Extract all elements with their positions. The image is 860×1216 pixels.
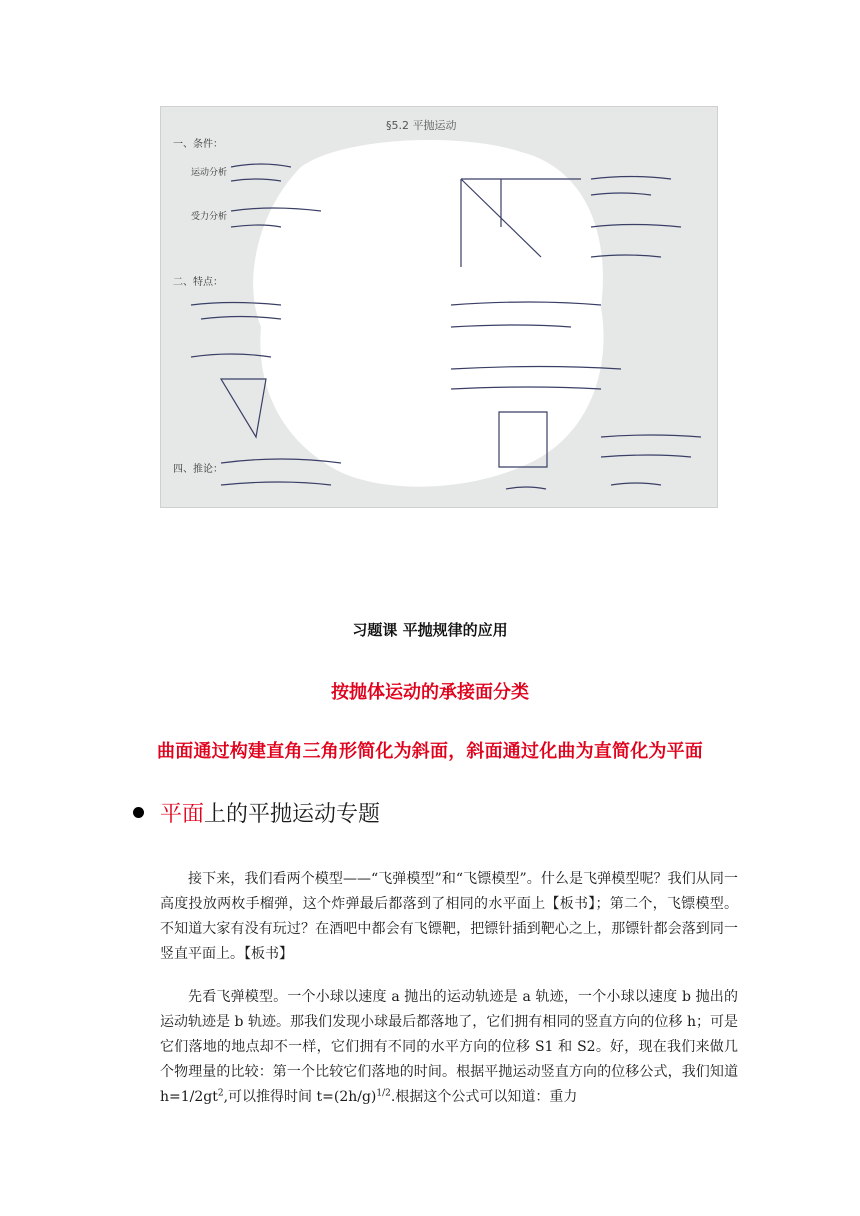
- section-highlight: 平面: [160, 802, 205, 827]
- bullet-icon: [133, 807, 144, 818]
- note-item: 运动分析: [191, 168, 228, 178]
- handwritten-title: §5.2 平抛运动: [386, 119, 457, 132]
- note-item: 一、条件：: [173, 139, 223, 150]
- paragraph-projectile-model: 先看飞弹模型。一个小球以速度 a 抛出的运动轨迹是 a 轨迹，一个小球以速度 b 抛出的运动轨迹是 b 轨迹。那我们发现小球最后都落地了，它们拥有相同的竖直方向的位移 h；可是它们落地的地点却不一样，它们拥有不同的水平方向的位移 S1 和 S2。好，现在我们来做几个物理量的比较：第一个比较它们落地的时间。根据平抛运动竖直方向的位移公式，我们知道 $h=1/2gt^2$,可以推得时间 $t=(2h/g)^{1/2}$.根据这个公式可以知道：重力: [160, 989, 738, 1105]
- lesson-title: 习题课 平抛规律的应用: [352, 621, 508, 639]
- note-item: 四、推论：: [173, 464, 223, 475]
- simplification-subheading: 曲面通过构建直角三角形简化为斜面，斜面通过化曲为直简化为平面: [157, 741, 703, 762]
- note-item: 受力分析: [191, 212, 228, 222]
- note-item: 二、特点：: [173, 277, 223, 288]
- section-heading: [133, 797, 380, 828]
- classification-heading: 按抛体运动的承接面分类: [331, 682, 529, 703]
- section-title: 上的平抛运动专题: [204, 802, 381, 827]
- paragraph-models-intro: 接下来，我们看两个模型——“飞弹模型”和“飞镖模型”。什么是飞弹模型呢？我们从同一高度投放两枚手榴弹，这个炸弹最后都落到了相同的水平面上【板书】；第二个，飞镖模型。不知道大家有没有玩过？在酒吧中都会有飞镖靶，把镖针插到靶心之上，那镖针都会落到同一竖直平面上。【板书】: [160, 871, 738, 962]
- blackboard-notes-photo: [160, 106, 718, 508]
